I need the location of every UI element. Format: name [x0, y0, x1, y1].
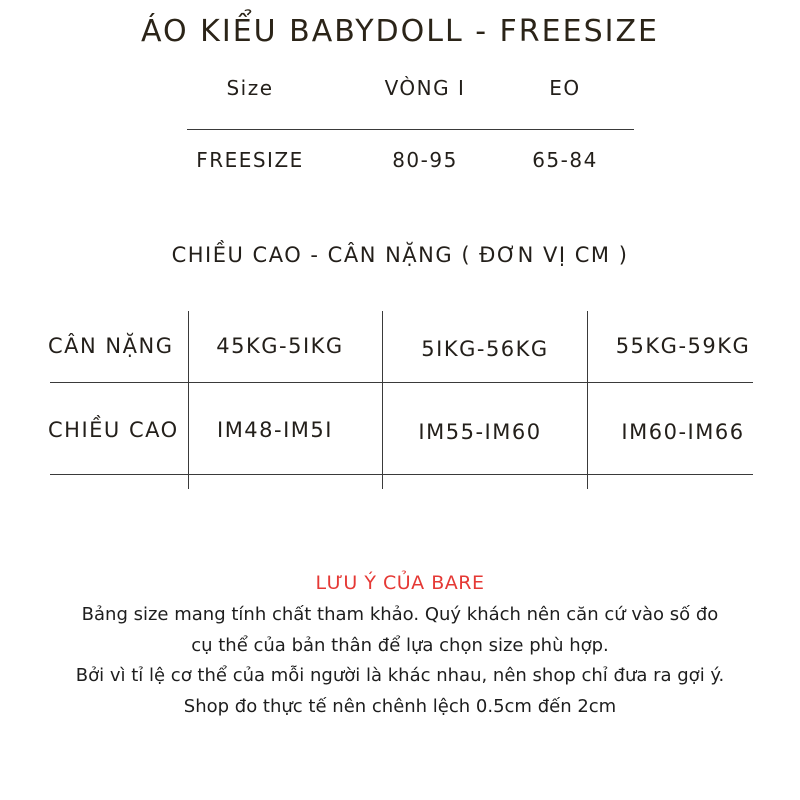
note-line: Shop đo thực tế nên chênh lệch 0.5cm đến 2cm: [183, 696, 617, 717]
note-line: Bởi vì tỉ lệ cơ thể của mỗi người là khác nhau, nên shop chỉ đưa ra gợi ý.: [75, 665, 725, 686]
table-vertical-divider: [382, 311, 383, 489]
cell-vong-i: 80-95: [392, 148, 458, 172]
height-value: IM55-IM60: [418, 420, 542, 444]
note-line: cụ thể của bản thân để lựa chọn size phù hợp.: [191, 635, 609, 656]
table-vertical-divider: [188, 311, 189, 489]
page-title: ÁO KIỂU BABYDOLL - FREESIZE: [141, 14, 659, 49]
height-value: IM60-IM66: [621, 420, 745, 444]
cell-size: FREESIZE: [196, 148, 304, 172]
note-line: Bảng size mang tính chất tham khảo. Quý khách nên căn cứ vào số đo: [81, 604, 719, 625]
height-label: CHIỀU CAO: [48, 418, 179, 442]
table-horizontal-divider: [50, 382, 753, 383]
header-vong-i: VÒNG I: [384, 76, 466, 100]
table-vertical-divider: [587, 311, 588, 489]
weight-label: CÂN NẶNG: [48, 334, 174, 358]
table-horizontal-divider: [50, 474, 753, 475]
weight-value: 5IKG-56KG: [421, 337, 549, 361]
cell-eo: 65-84: [532, 148, 598, 172]
weight-value: 45KG-5IKG: [216, 334, 344, 358]
weight-value: 55KG-59KG: [615, 334, 751, 358]
header-eo: EO: [549, 76, 581, 100]
height-value: IM48-IM5I: [217, 418, 333, 442]
header-size: Size: [226, 76, 274, 100]
note-title: LƯU Ý CỦA BARE: [315, 572, 485, 594]
height-weight-title: CHIỀU CAO - CÂN NẶNG ( ĐƠN VỊ CM ): [171, 243, 629, 267]
